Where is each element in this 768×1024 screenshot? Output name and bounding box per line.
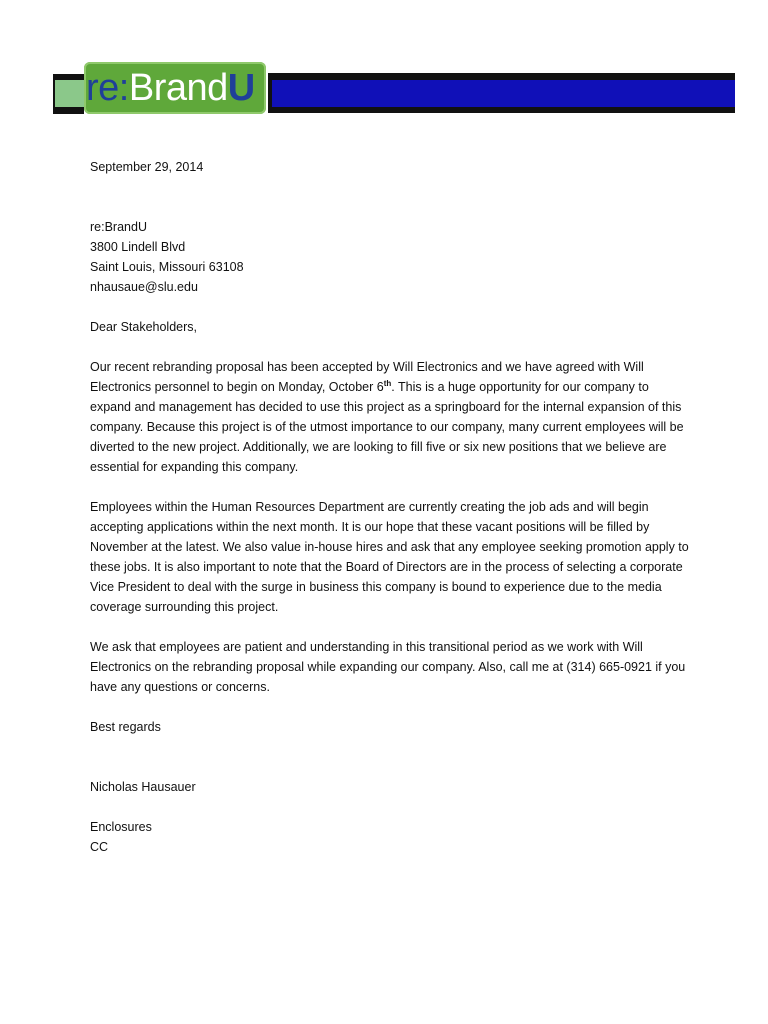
paragraph-3: We ask that employees are patient and understanding in this transitional period as we work with Will Electronics on the rebranding proposal while expanding our company. Also, call me at (314) 665-0921 if you have any questions or concerns. (90, 640, 686, 694)
enclosures: Enclosures (90, 820, 152, 834)
ordinal-suffix: th (383, 378, 392, 388)
signature-name: Nicholas Hausauer (90, 780, 196, 794)
logo-u: U (227, 67, 255, 109)
paragraph-1-part-a: Our recent rebranding proposal has been accepted by Will Electronics and we have agreed with Will Electronics personnel to begin on Monday, October 6 (90, 360, 644, 394)
logo-re: re: (86, 67, 129, 109)
letter-date: September 29, 2014 (90, 160, 204, 174)
letterhead-blue-bar (272, 80, 735, 107)
letter-body (90, 157, 690, 857)
address-city: Saint Louis, Missouri 63108 (90, 260, 244, 274)
logo-brand: Brand (128, 67, 228, 109)
closing: Best regards (90, 720, 161, 734)
address-email: nhausaue@slu.edu (90, 280, 198, 294)
cc: CC (90, 840, 109, 854)
paragraph-1-part-b: . This is a huge opportunity for our company to expand and management has decided to use this project as a springboard for the internal expansion of this company. Because this project is of the utmost importance to our company, many current employees will be diverted to the new project. Additionally, we are looking to fill five or six new positions that we believe are essential for expanding this company. (90, 380, 684, 474)
address-company: re:BrandU (90, 220, 147, 234)
salutation: Dear Stakeholders, (90, 320, 198, 334)
paragraph-2: Employees within the Human Resources Department are currently creating the job ads and will begin accepting applications within the next month. It is our hope that these vacant positions will be filled by November at the latest. We also value in-house hires and ask that any employee seeking promotion apply to these jobs. It is also important to note that the Board of Directors are in the process of selecting a corporate Vice President to deal with the surge in business this company is bound to experience due to the media coverage surrounding this project. (90, 500, 689, 614)
address-street: 3800 Lindell Blvd (90, 240, 186, 254)
letterhead (0, 0, 768, 130)
paragraph-1 (90, 357, 690, 477)
rebrandu-logo (86, 64, 255, 112)
letterhead-left-green-block (55, 80, 84, 107)
